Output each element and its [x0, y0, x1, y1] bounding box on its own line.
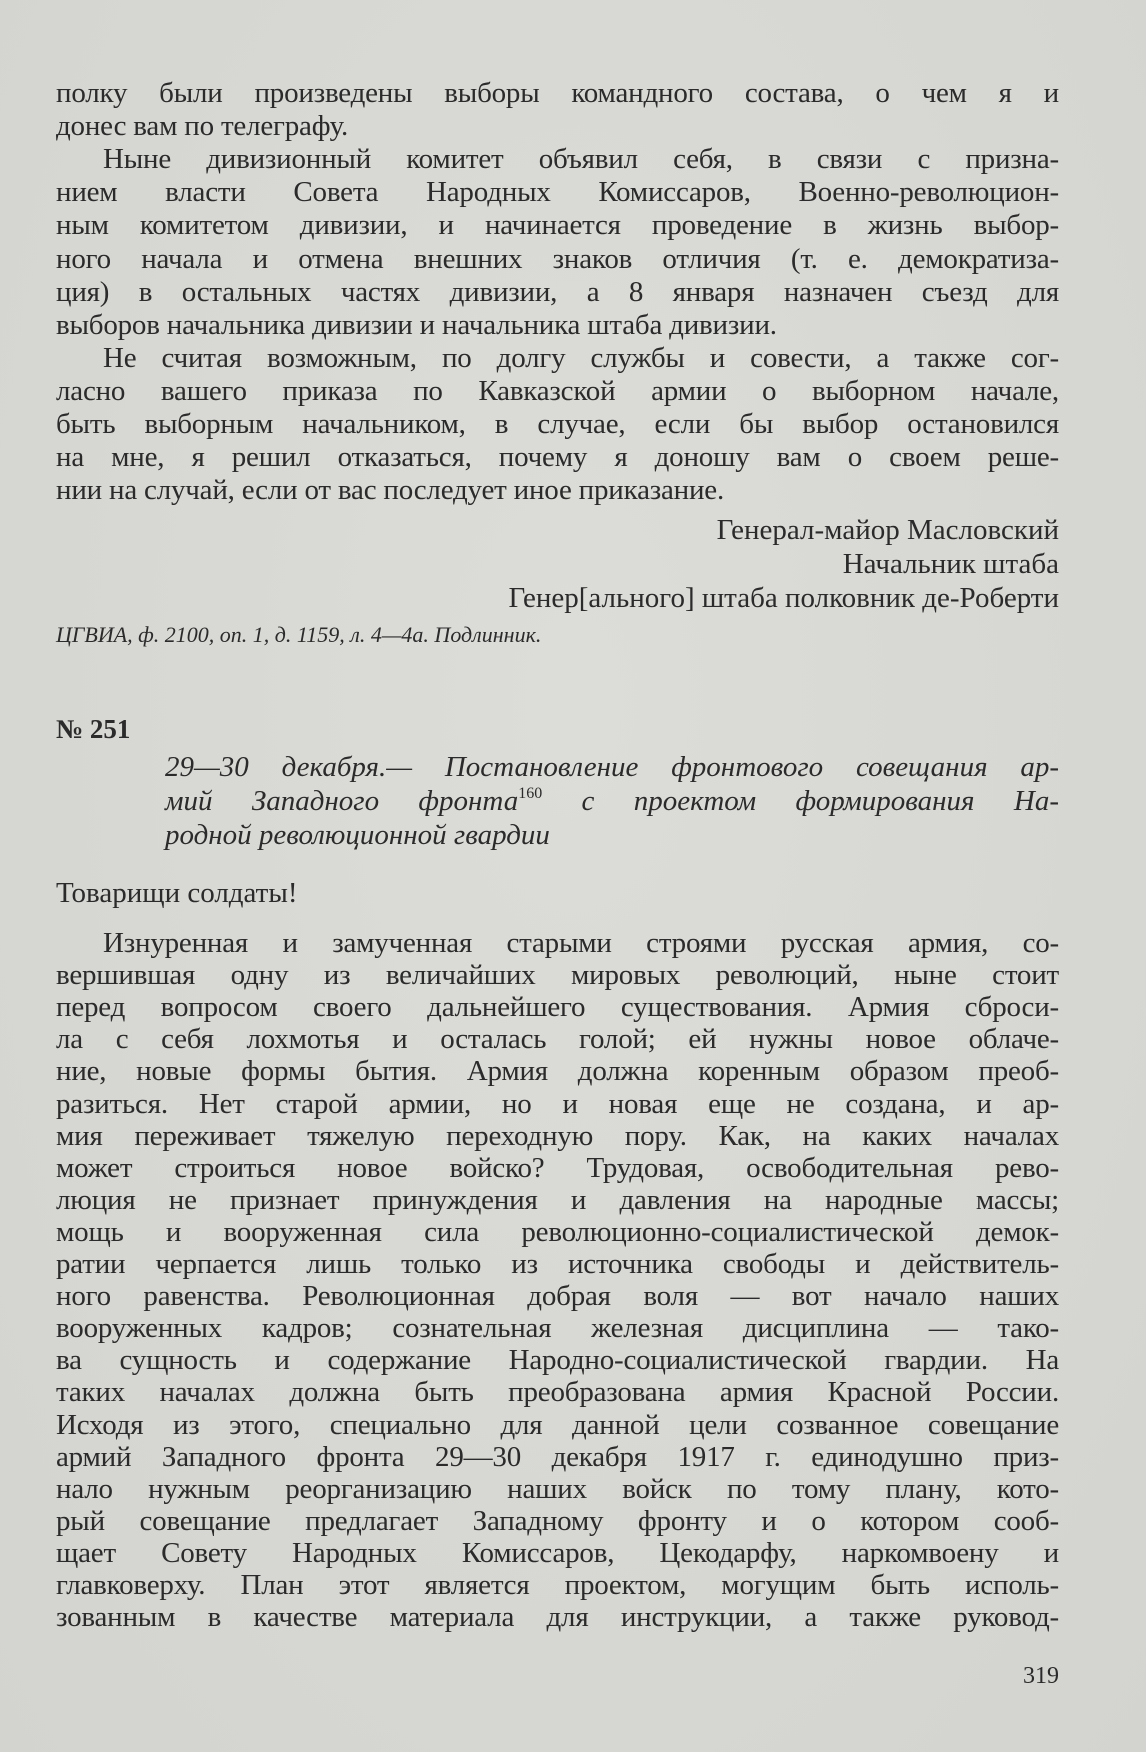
- text-line: нии на случай, если от вас последует иное приказание.: [56, 474, 725, 507]
- document-title-line: родной революционной гвардии: [165, 819, 550, 851]
- text-line: армий Западного фронта 29—30 декабря 1917 г. единодушно приз-: [56, 1440, 1059, 1473]
- document-number: № 251: [56, 714, 131, 744]
- signature-colonel: Генер[ального] штаба полковник де-Роберти: [508, 582, 1059, 614]
- text-line: вершившая одну из величайших мировых революций, ныне стоит: [56, 959, 1059, 992]
- text-line: быть выборным начальником, в случае, если бы выбор остановился: [56, 408, 1059, 440]
- title-text: мий Западного фронта: [165, 785, 519, 817]
- greeting: Товарищи солдаты!: [56, 877, 298, 909]
- text-line: донес вам по телеграфу.: [56, 110, 349, 143]
- text-line: нием власти Совета Народных Комиссаров, Военно-революцион-: [56, 176, 1059, 209]
- text-line: ла с себя лохмотья и осталась голой; ей нужны новое облаче-: [56, 1023, 1059, 1056]
- document-title-line: [165, 785, 1059, 817]
- signature-general: Генерал-майор Масловский: [716, 514, 1059, 546]
- text-line: выборов начальника дивизии и начальника штаба дивизии.: [56, 308, 777, 341]
- text-line: нало нужным реорганизацию наших войск по тому плану, кото-: [56, 1472, 1059, 1505]
- text-line: таких началах должна быть преобразована армия Красной России.: [56, 1376, 1059, 1409]
- footnote-reference: 160: [518, 785, 543, 802]
- text-line: перед вопросом своего дальнейшего существования. Армия сброси-: [56, 991, 1059, 1024]
- text-line: ного равенства. Революционная добрая воля — вот начало наших: [56, 1280, 1059, 1313]
- text-line: ция) в остальных частях дивизии, а 8 января назначен съезд для: [56, 275, 1059, 308]
- text-line: мощь и вооруженная сила революционно-социалистической демок-: [56, 1215, 1059, 1248]
- text-line: может строиться новое войско? Трудовая, освободительная рево-: [56, 1151, 1059, 1184]
- text-line: главковерху. План этот является проектом, могущим быть исполь-: [56, 1569, 1059, 1601]
- text-line: люция не признает принуждения и давления на народные массы;: [56, 1183, 1059, 1216]
- text-line: полку были произведены выборы командного состава, о чем я и: [56, 77, 1059, 109]
- archive-citation: ЦГВИА, ф. 2100, оп. 1, д. 1159, л. 4—4а. Подлинник.: [56, 622, 542, 647]
- text-line: ние, новые формы бытия. Армия должна коренным образом преоб-: [56, 1055, 1059, 1088]
- text-line: ласно вашего приказа по Кавказской армии о выборном начале,: [56, 374, 1059, 407]
- text-line: ратии черпается лишь только из источника свободы и действитель-: [56, 1248, 1059, 1280]
- text-line: зованным в качестве материала для инструкции, а также руковод-: [56, 1601, 1059, 1634]
- text-line: Исходя из этого, специально для данной цели созванное совещание: [56, 1408, 1059, 1441]
- text-line: рый совещание предлагает Западному фронту и о котором сооб-: [56, 1504, 1059, 1537]
- text-line: на мне, я решил отказаться, почему я доношу вам о своем реше-: [56, 441, 1059, 474]
- text-line: Ныне дивизионный комитет объявил себя, в связи с призна-: [103, 143, 1059, 176]
- text-line: вооруженных кадров; сознательная железная дисциплина — тако-: [56, 1312, 1059, 1345]
- text-line: Изнуренная и замученная старыми строями русская армия, со-: [103, 927, 1059, 959]
- text-line: ного начала и отмена внешних знаков отличия (т. е. демократиза-: [56, 242, 1059, 275]
- text-line: ва сущность и содержание Народно-социалистической гвардии. На: [56, 1344, 1059, 1377]
- text-line: ным комитетом дивизии, и начинается проведение в жизнь выбор-: [56, 209, 1059, 242]
- text-line: Не считая возможным, по долгу службы и совести, а также сог-: [103, 341, 1059, 374]
- document-title-line: 29—30 декабря.— Постановление фронтового совещания ар-: [165, 751, 1059, 783]
- page-number: 319: [1023, 1663, 1059, 1689]
- text-line: разиться. Нет старой армии, но и новая еще не создана, и ар-: [56, 1087, 1059, 1120]
- text-line: мия переживает тяжелую переходную пору. Как, на каких началах: [56, 1119, 1059, 1152]
- title-text: с проектом формирования На-: [542, 785, 1059, 817]
- signature-chief-of-staff-title: Начальник штаба: [842, 548, 1059, 580]
- text-line: щает Совету Народных Комиссаров, Цекодарфу, наркомвоену и: [56, 1536, 1059, 1569]
